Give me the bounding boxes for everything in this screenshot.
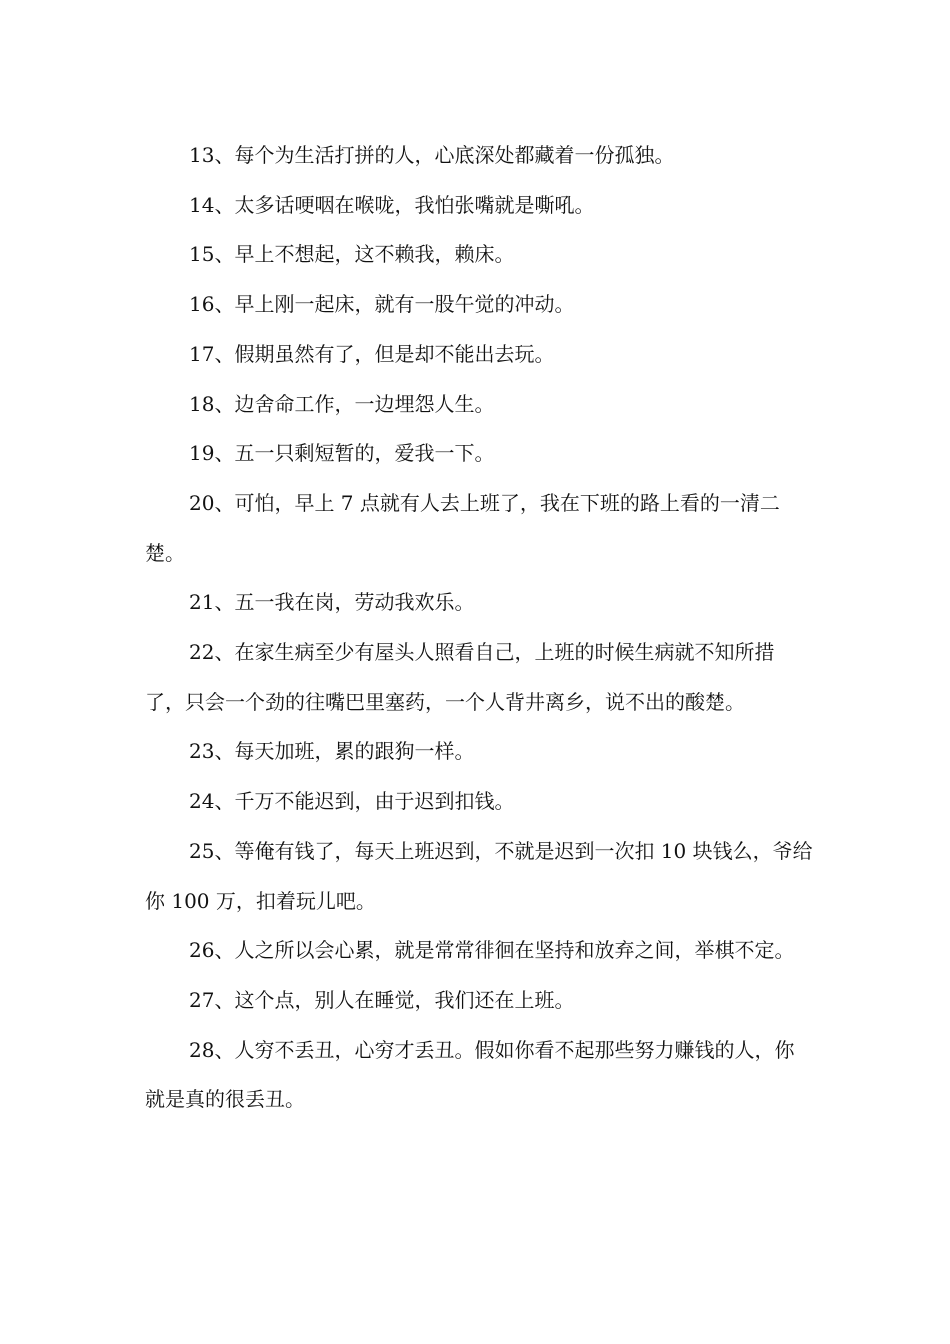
- paragraph-22: 22、在家生病至少有屋头人照看自己，上班的时候生病就不知所措了，只会一个劲的往嘴巴里塞药，一个人背井离乡，说不出的酸楚。: [145, 640, 775, 714]
- paragraph-25: 25、等俺有钱了，每天上班迟到，不就是迟到一次扣 10 块钱么，爷给你 100 万，扣着玩儿吧。: [145, 838, 813, 913]
- paragraph-23: 23、每天加班，累的跟狗一样。: [189, 739, 475, 764]
- paragraph-15: 15、早上不想起，这不赖我，赖床。: [189, 242, 515, 267]
- paragraph-18: 18、边舍命工作，一边埋怨人生。: [189, 391, 495, 416]
- paragraph-20: 20、可怕，早上 7 点就有人去上班了，我在下班的路上看的一清二楚。: [145, 490, 780, 565]
- paragraph-28: 28、人穷不丢丑，心穷才丢丑。假如你看不起那些努力赚钱的人，你就是真的很丢丑。: [145, 1037, 795, 1112]
- paragraph-19: 19、五一只剩短暂的，爱我一下。: [189, 441, 495, 466]
- document-body: [145, 131, 813, 1125]
- paragraph-21: 21、五一我在岗，劳动我欢乐。: [189, 590, 475, 615]
- paragraph-17: 17、假期虽然有了，但是却不能出去玩。: [189, 341, 555, 366]
- paragraph-24: 24、千万不能迟到，由于迟到扣钱。: [189, 789, 515, 814]
- paragraph-13: 13、每个为生活打拼的人，心底深处都藏着一份孤独。: [189, 143, 675, 167]
- paragraph-14: 14、太多话哽咽在喉咙，我怕张嘴就是嘶吼。: [189, 192, 595, 217]
- paragraph-27: 27、这个点，别人在睡觉，我们还在上班。: [189, 987, 575, 1012]
- paragraph-26: 26、人之所以会心累，就是常常徘徊在坚持和放弃之间，举棋不定。: [189, 938, 795, 963]
- paragraph-16: 16、早上刚一起床，就有一股午觉的冲动。: [189, 292, 575, 317]
